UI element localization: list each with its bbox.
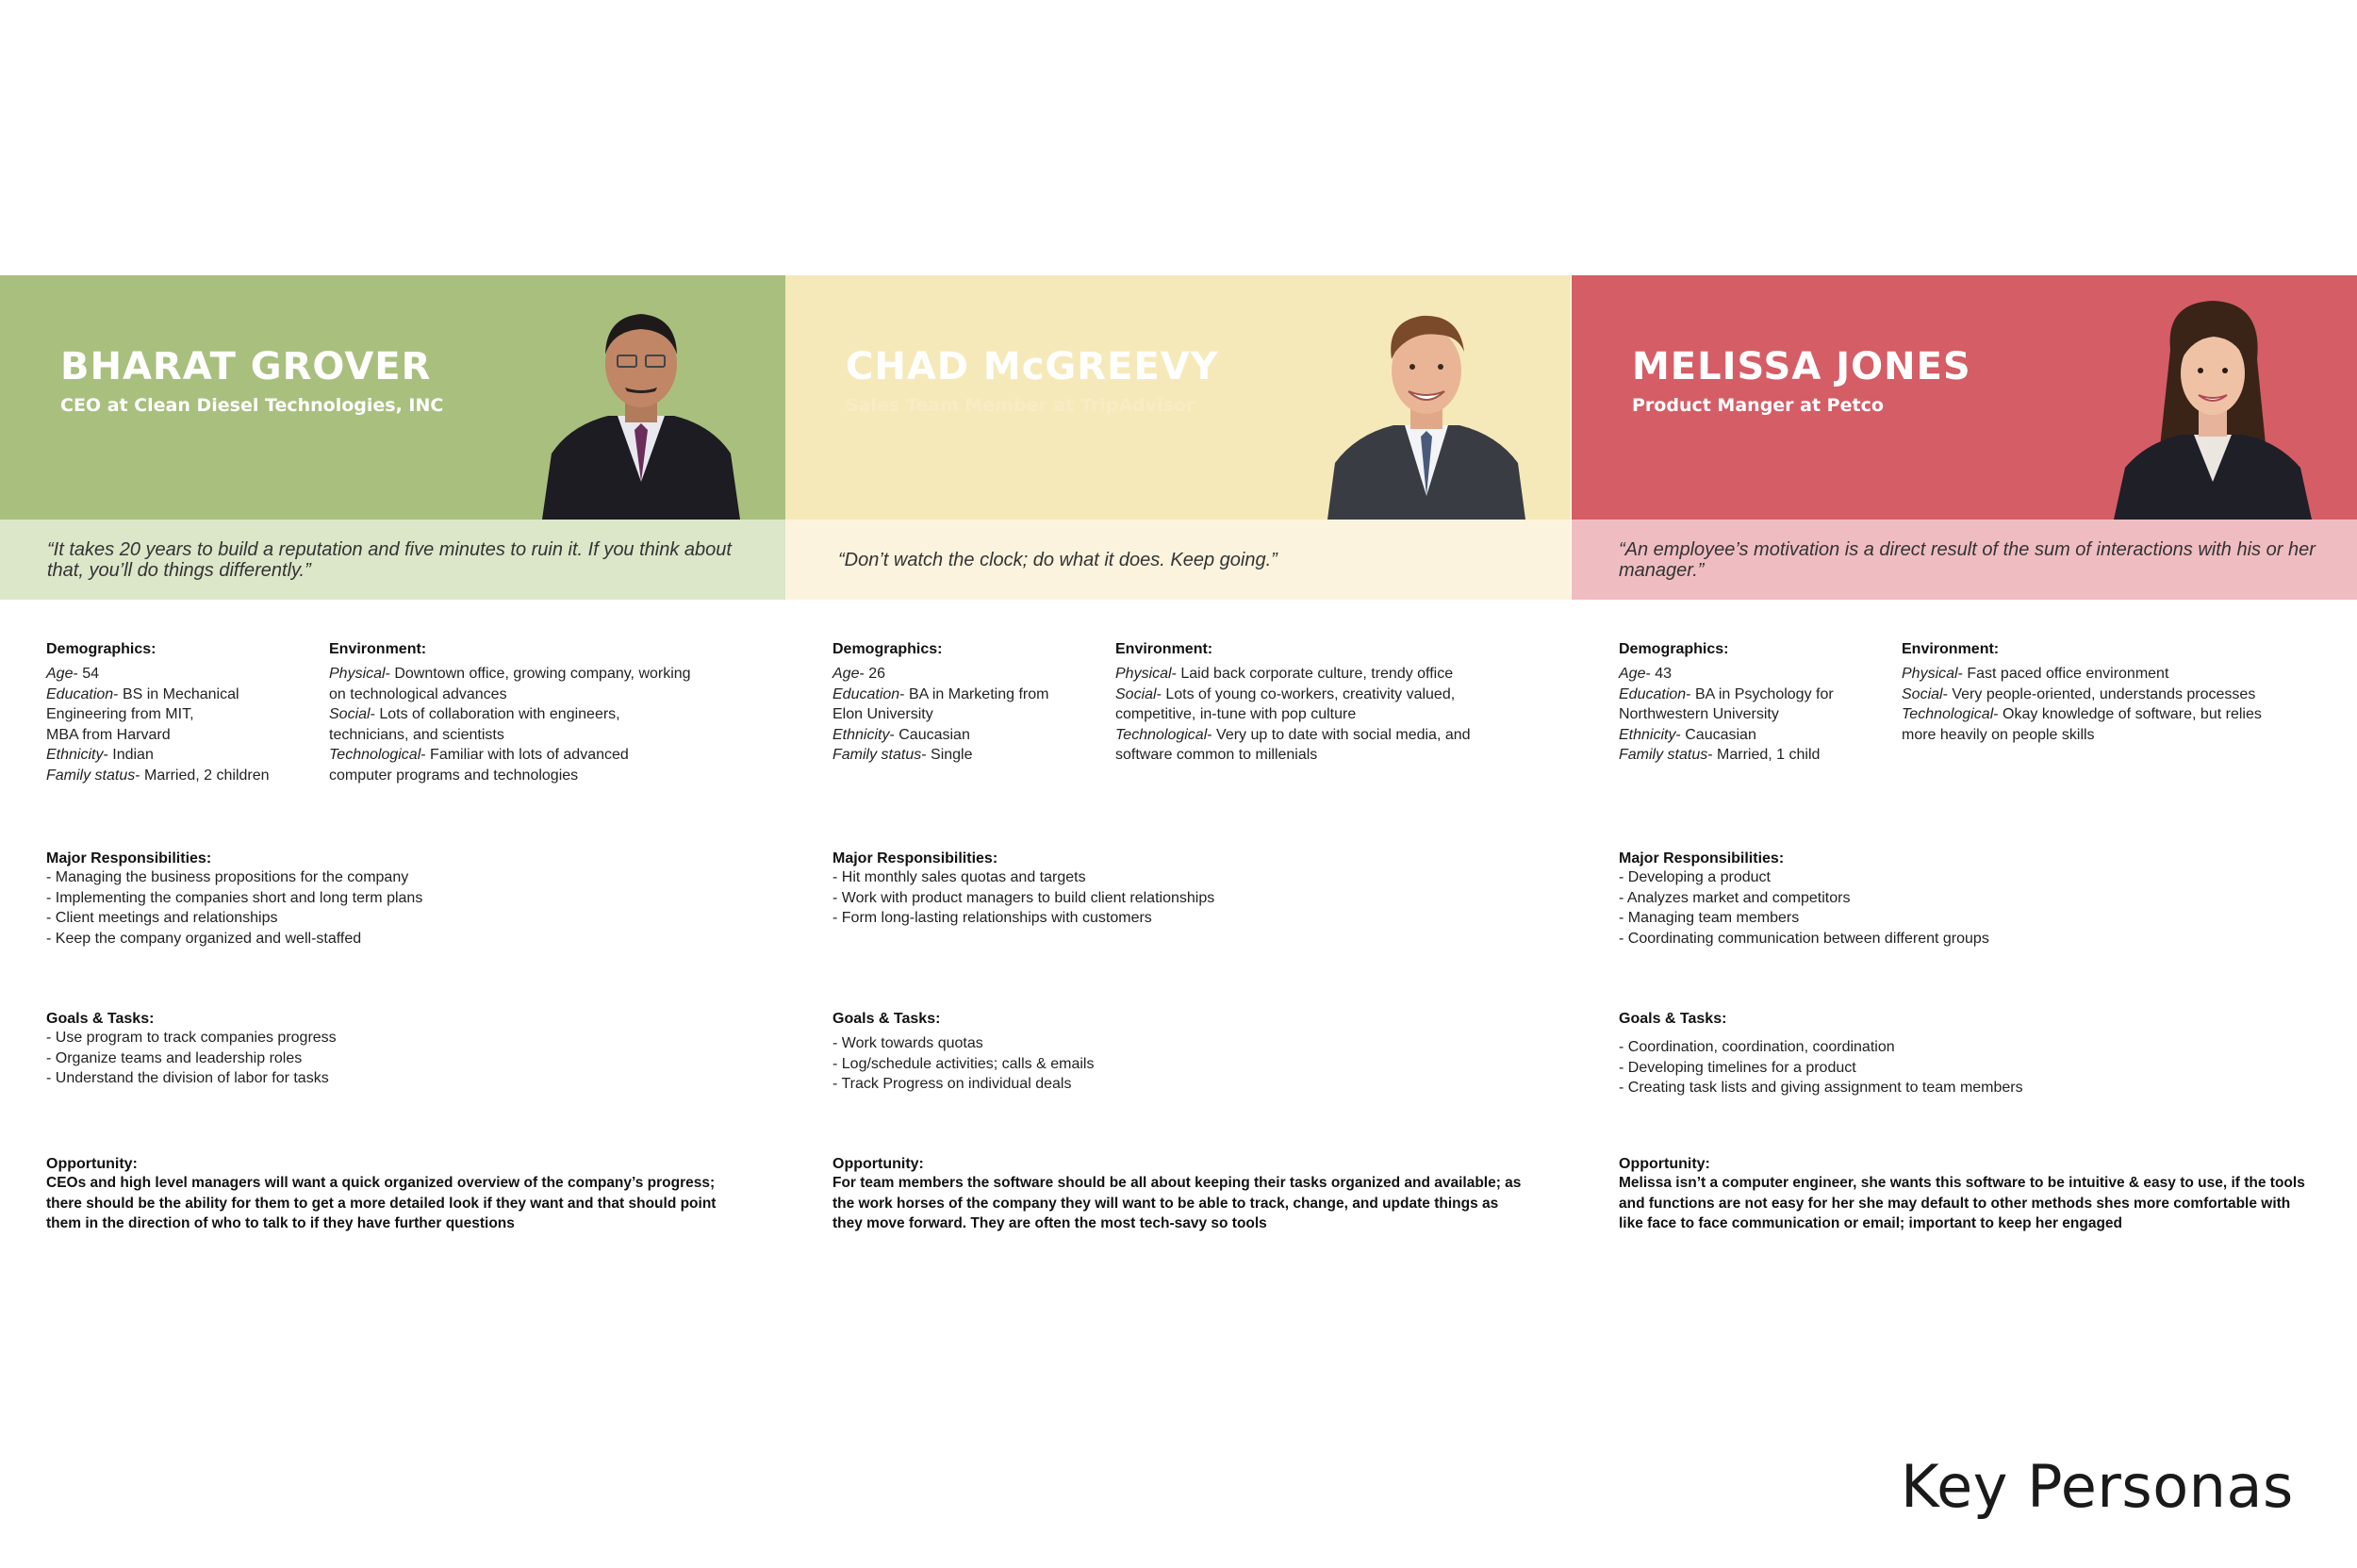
demographic-line: Age- 54 bbox=[46, 666, 100, 682]
persona-header bbox=[1572, 275, 2357, 520]
demographic-line: Elon University bbox=[832, 706, 933, 723]
opportunity-text: Melissa isn’t a computer engineer, she wants this software to be intuitive & easy to use, if the tools and functions are not easy for her she may default to other methods shes more comfortable with like face to face communication or email; important to keep her engaged bbox=[1619, 1175, 2305, 1232]
responsibilities-section bbox=[1619, 850, 2335, 949]
opportunity-title: Opportunity: bbox=[46, 1156, 138, 1172]
persona-name: MELISSA JONES bbox=[1632, 345, 1971, 388]
environment-line: technicians, and scientists bbox=[329, 726, 504, 743]
demographic-line: Age- 26 bbox=[832, 666, 886, 682]
persona-details bbox=[0, 600, 785, 1260]
persona-details bbox=[1572, 600, 2357, 1260]
environment-section bbox=[1115, 641, 1540, 766]
opportunity-text: For team members the software should be all about keeping their tasks organized and available; as the work horses of the company they will want to be able to track, change, and update things as they move forward. They are often the most tech-savy so tools bbox=[832, 1175, 1522, 1232]
demographic-line: Ethnicity- Caucasian bbox=[1619, 726, 1756, 743]
demographic-line: Ethnicity- Caucasian bbox=[832, 726, 970, 743]
demographic-line: Family status- Single bbox=[832, 747, 973, 764]
goals-title: Goals & Tasks: bbox=[832, 1011, 941, 1027]
responsibilities-title: Major Responsibilities: bbox=[832, 850, 998, 867]
persona-header bbox=[0, 275, 785, 520]
opportunity-title: Opportunity: bbox=[832, 1156, 924, 1172]
list-item: - Managing team members bbox=[1619, 910, 1800, 927]
goals-section bbox=[46, 1011, 763, 1089]
list-item: - Keep the company organized and well-staffed bbox=[46, 930, 362, 947]
responsibilities-title: Major Responsibilities: bbox=[1619, 850, 1785, 867]
environment-title: Environment: bbox=[329, 641, 427, 657]
responsibilities-section bbox=[46, 850, 763, 949]
environment-line: Technological- Okay knowledge of software, but relies bbox=[1902, 706, 2262, 723]
persona-name: BHARAT GROVER bbox=[60, 345, 432, 388]
environment-line: Physical- Fast paced office environment bbox=[1902, 666, 2169, 682]
responsibilities-section bbox=[832, 850, 1549, 929]
list-item: - Work with product managers to build client relationships bbox=[832, 889, 1215, 906]
quote-bar bbox=[0, 520, 785, 600]
environment-line: Technological- Familiar with lots of advanced bbox=[329, 747, 629, 764]
demographics-title: Demographics: bbox=[832, 641, 943, 657]
persona-quote: “An employee’s motivation is a direct result of the sum of interactions with his or her manager.” bbox=[1619, 538, 2316, 581]
opportunity-section bbox=[1619, 1156, 2316, 1234]
environment-title: Environment: bbox=[1115, 641, 1213, 657]
list-item: - Analyzes market and competitors bbox=[1619, 889, 1851, 906]
environment-line: more heavily on people skills bbox=[1902, 726, 2095, 743]
list-item: - Coordinating communication between different groups bbox=[1619, 930, 1989, 947]
persona-quote: “It takes 20 years to build a reputation and five minutes to ruin it. If you think about that, you’ll do things differently.” bbox=[47, 538, 732, 581]
quote-bar bbox=[785, 520, 1571, 600]
quote-bar bbox=[1572, 520, 2357, 600]
opportunity-text: CEOs and high level managers will want a quick organized overview of the company’s progress; there should be the ability for them to get a more detailed look if they want and that should point them in the direction of who to talk to if they have further questions bbox=[46, 1175, 717, 1232]
list-item: - Managing the business propositions for the company bbox=[46, 869, 409, 885]
demographics-section bbox=[46, 641, 310, 786]
environment-line: software common to millenials bbox=[1115, 747, 1318, 764]
page-title: Key Personas bbox=[1901, 1452, 2294, 1521]
demographics-section bbox=[1619, 641, 1883, 766]
list-item: - Log/schedule activities; calls & emails bbox=[832, 1055, 1095, 1072]
demographics-title: Demographics: bbox=[46, 641, 157, 657]
list-item: - Form long-lasting relationships with customers bbox=[832, 910, 1152, 927]
demographic-line: Age- 43 bbox=[1619, 666, 1673, 682]
environment-section bbox=[329, 641, 753, 786]
persona-photo bbox=[1327, 293, 1525, 520]
environment-line: computer programs and technologies bbox=[329, 767, 579, 784]
demographic-line: Engineering from MIT, bbox=[46, 706, 194, 723]
opportunity-section bbox=[832, 1156, 1530, 1234]
environment-line: Social- Very people-oriented, understands processes bbox=[1902, 685, 2256, 702]
environment-title: Environment: bbox=[1902, 641, 2000, 657]
list-item: - Developing a product bbox=[1619, 869, 1771, 885]
environment-line: Social- Lots of young co-workers, creativity valued, bbox=[1115, 685, 1456, 702]
persona-name: CHAD McGREEVY bbox=[846, 345, 1219, 388]
demographic-line: Northwestern University bbox=[1619, 706, 1779, 723]
demographics-title: Demographics: bbox=[1619, 641, 1729, 657]
demographic-line: Family status- Married, 1 child bbox=[1619, 747, 1821, 764]
persona-photo bbox=[542, 293, 740, 520]
persona-card-bharat bbox=[0, 275, 785, 1260]
environment-line: Social- Lots of collaboration with engineers, bbox=[329, 706, 620, 723]
demographic-line: Education- BA in Marketing from bbox=[832, 685, 1049, 702]
persona-photo bbox=[2114, 293, 2312, 520]
list-item: - Coordination, coordination, coordination bbox=[1619, 1039, 1895, 1055]
goals-section bbox=[832, 1011, 1549, 1095]
persona-details bbox=[785, 600, 1571, 1260]
demographic-line: Family status- Married, 2 children bbox=[46, 767, 270, 784]
environment-line: Physical- Downtown office, growing company, working bbox=[329, 666, 691, 682]
list-item: - Track Progress on individual deals bbox=[832, 1076, 1072, 1093]
list-item: - Organize teams and leadership roles bbox=[46, 1049, 303, 1066]
persona-role: Product Manger at Petco bbox=[1632, 395, 1884, 416]
demographic-line: MBA from Harvard bbox=[46, 726, 171, 743]
environment-line: on technological advances bbox=[329, 685, 507, 702]
opportunity-title: Opportunity: bbox=[1619, 1156, 1710, 1172]
opportunity-section bbox=[46, 1156, 744, 1234]
list-item: - Hit monthly sales quotas and targets bbox=[832, 869, 1086, 885]
environment-line: competitive, in-tune with pop culture bbox=[1115, 706, 1357, 723]
demographic-line: Education- BS in Mechanical bbox=[46, 685, 239, 702]
goals-section bbox=[1619, 1011, 2335, 1098]
persona-header bbox=[785, 275, 1571, 520]
list-item: - Understand the division of labor for tasks bbox=[46, 1070, 329, 1087]
demographic-line: Education- BA in Psychology for bbox=[1619, 685, 1834, 702]
persona-role: Sales Team Member at TripAdvisor bbox=[846, 395, 1195, 416]
goals-title: Goals & Tasks: bbox=[1619, 1011, 1727, 1027]
environment-line: Technological- Very up to date with social media, and bbox=[1115, 726, 1471, 743]
list-item: - Implementing the companies short and long term plans bbox=[46, 889, 423, 906]
environment-line: Physical- Laid back corporate culture, trendy office bbox=[1115, 666, 1454, 682]
demographic-line: Ethnicity- Indian bbox=[46, 747, 154, 764]
goals-title: Goals & Tasks: bbox=[46, 1011, 155, 1027]
persona-card-chad bbox=[785, 275, 1571, 1260]
environment-section bbox=[1902, 641, 2326, 745]
list-item: - Developing timelines for a product bbox=[1619, 1059, 1856, 1076]
list-item: - Work towards quotas bbox=[832, 1035, 983, 1051]
demographics-section bbox=[832, 641, 1096, 766]
persona-role: CEO at Clean Diesel Technologies, INC bbox=[60, 395, 444, 416]
list-item: - Use program to track companies progress bbox=[46, 1030, 337, 1046]
responsibilities-title: Major Responsibilities: bbox=[46, 850, 212, 867]
persona-card-melissa bbox=[1572, 275, 2357, 1260]
list-item: - Creating task lists and giving assignment to team members bbox=[1619, 1080, 2023, 1097]
persona-quote: “Don’t watch the clock; do what it does. Keep going.” bbox=[838, 549, 1277, 570]
list-item: - Client meetings and relationships bbox=[46, 910, 278, 927]
